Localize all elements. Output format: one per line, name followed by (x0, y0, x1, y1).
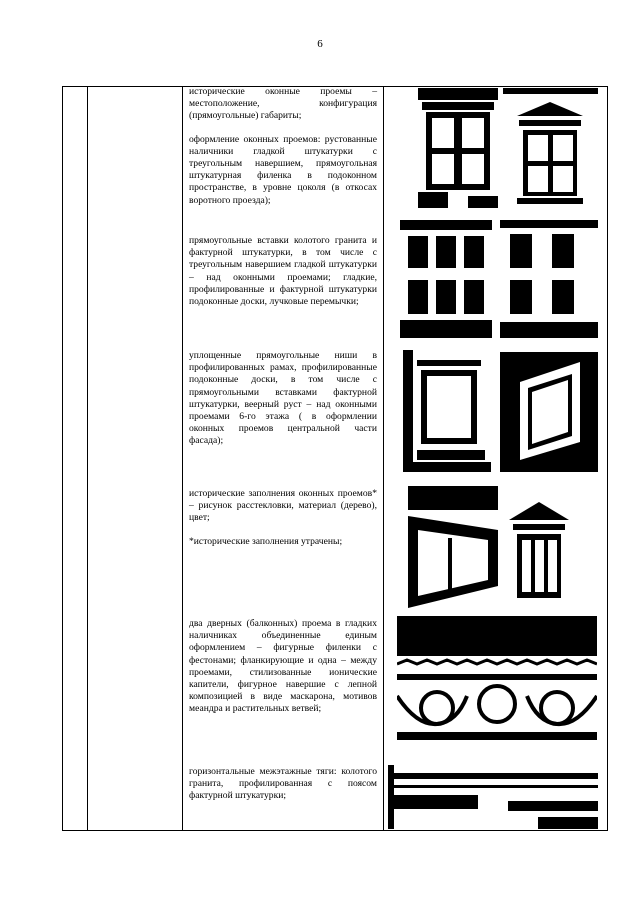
column-divider-2 (182, 87, 183, 830)
row-1-paragraph-1: исторические оконные проемы – местоположение, конфигурация (прямоугольные) габариты; (189, 86, 377, 122)
row-1-paragraph-2: оформление оконных проемов: рустованные наличники гладкой штукатурки с треугольным навершием, прямоугольная штукатурная филенка в подоконном пространстве, в уровне цоколя (в откосах воротного проезда); (189, 133, 377, 206)
row-2-paragraph-1: прямоугольные вставки колотого гранита и фактурной штукатурки, в том числе с треугольным навершием гладкой штукатурки – над оконными проемами; гладкие, профилированные и фактурной штукатурки подоконные доски, лучковые перемычки; (189, 235, 377, 308)
page-number: 6 (317, 38, 323, 50)
row-4-paragraph-2: *исторические заполнения утрачены; (189, 535, 343, 547)
row-5-description (189, 618, 377, 716)
photo-interfloor-cornice (388, 765, 598, 829)
photo-historic-window-fill-left (408, 486, 498, 608)
row-1-description (189, 86, 377, 207)
row-3-description (189, 350, 377, 448)
photo-window-niche-right (500, 352, 598, 472)
row-5-paragraph-1: два дверных (балконных) проема в гладких наличниках объединенные единым оформлением – фигурные филенки с фестонами; фланкирующие и одна – между проемами, стилизованные ионические капители, фигурное навершие с лепной композицией в виде маскарона, мотивов меандра и растительных ветвей; (189, 618, 377, 715)
photo-window-with-pediment (503, 88, 598, 208)
photo-window-niche-left (403, 350, 491, 472)
photo-facade-windows-left (400, 220, 492, 338)
photo-historic-window-fill-right (503, 500, 575, 606)
row-4-description (189, 488, 377, 548)
row-4-paragraph-1: исторические заполнения оконных проемов* – рисунок расстекловки, материал (дерево), цвет; (189, 488, 377, 524)
column-divider-1 (87, 87, 88, 830)
row-3-paragraph-1: уплощенные прямоугольные ниши в профилированных рамах, профилированные подоконные доски, в том числе с прямоугольными вставками фактурной штукатурки, веерный руст – над оконными проемами 6-го этажа ( в оформлении оконных проемов центральной части фасада); (189, 350, 377, 447)
column-divider-3 (383, 87, 384, 830)
row-6-description (189, 766, 377, 803)
photo-balcony-railing-ornament (397, 616, 597, 740)
photo-facade-windows-right (500, 220, 598, 338)
row-2-description (189, 235, 377, 308)
row-6-paragraph-1: горизонтальные межэтажные тяги: колотого гранита, профилированная с поясом фактурной штукатурки; (189, 766, 377, 802)
photo-window-arched-opening (418, 88, 498, 208)
